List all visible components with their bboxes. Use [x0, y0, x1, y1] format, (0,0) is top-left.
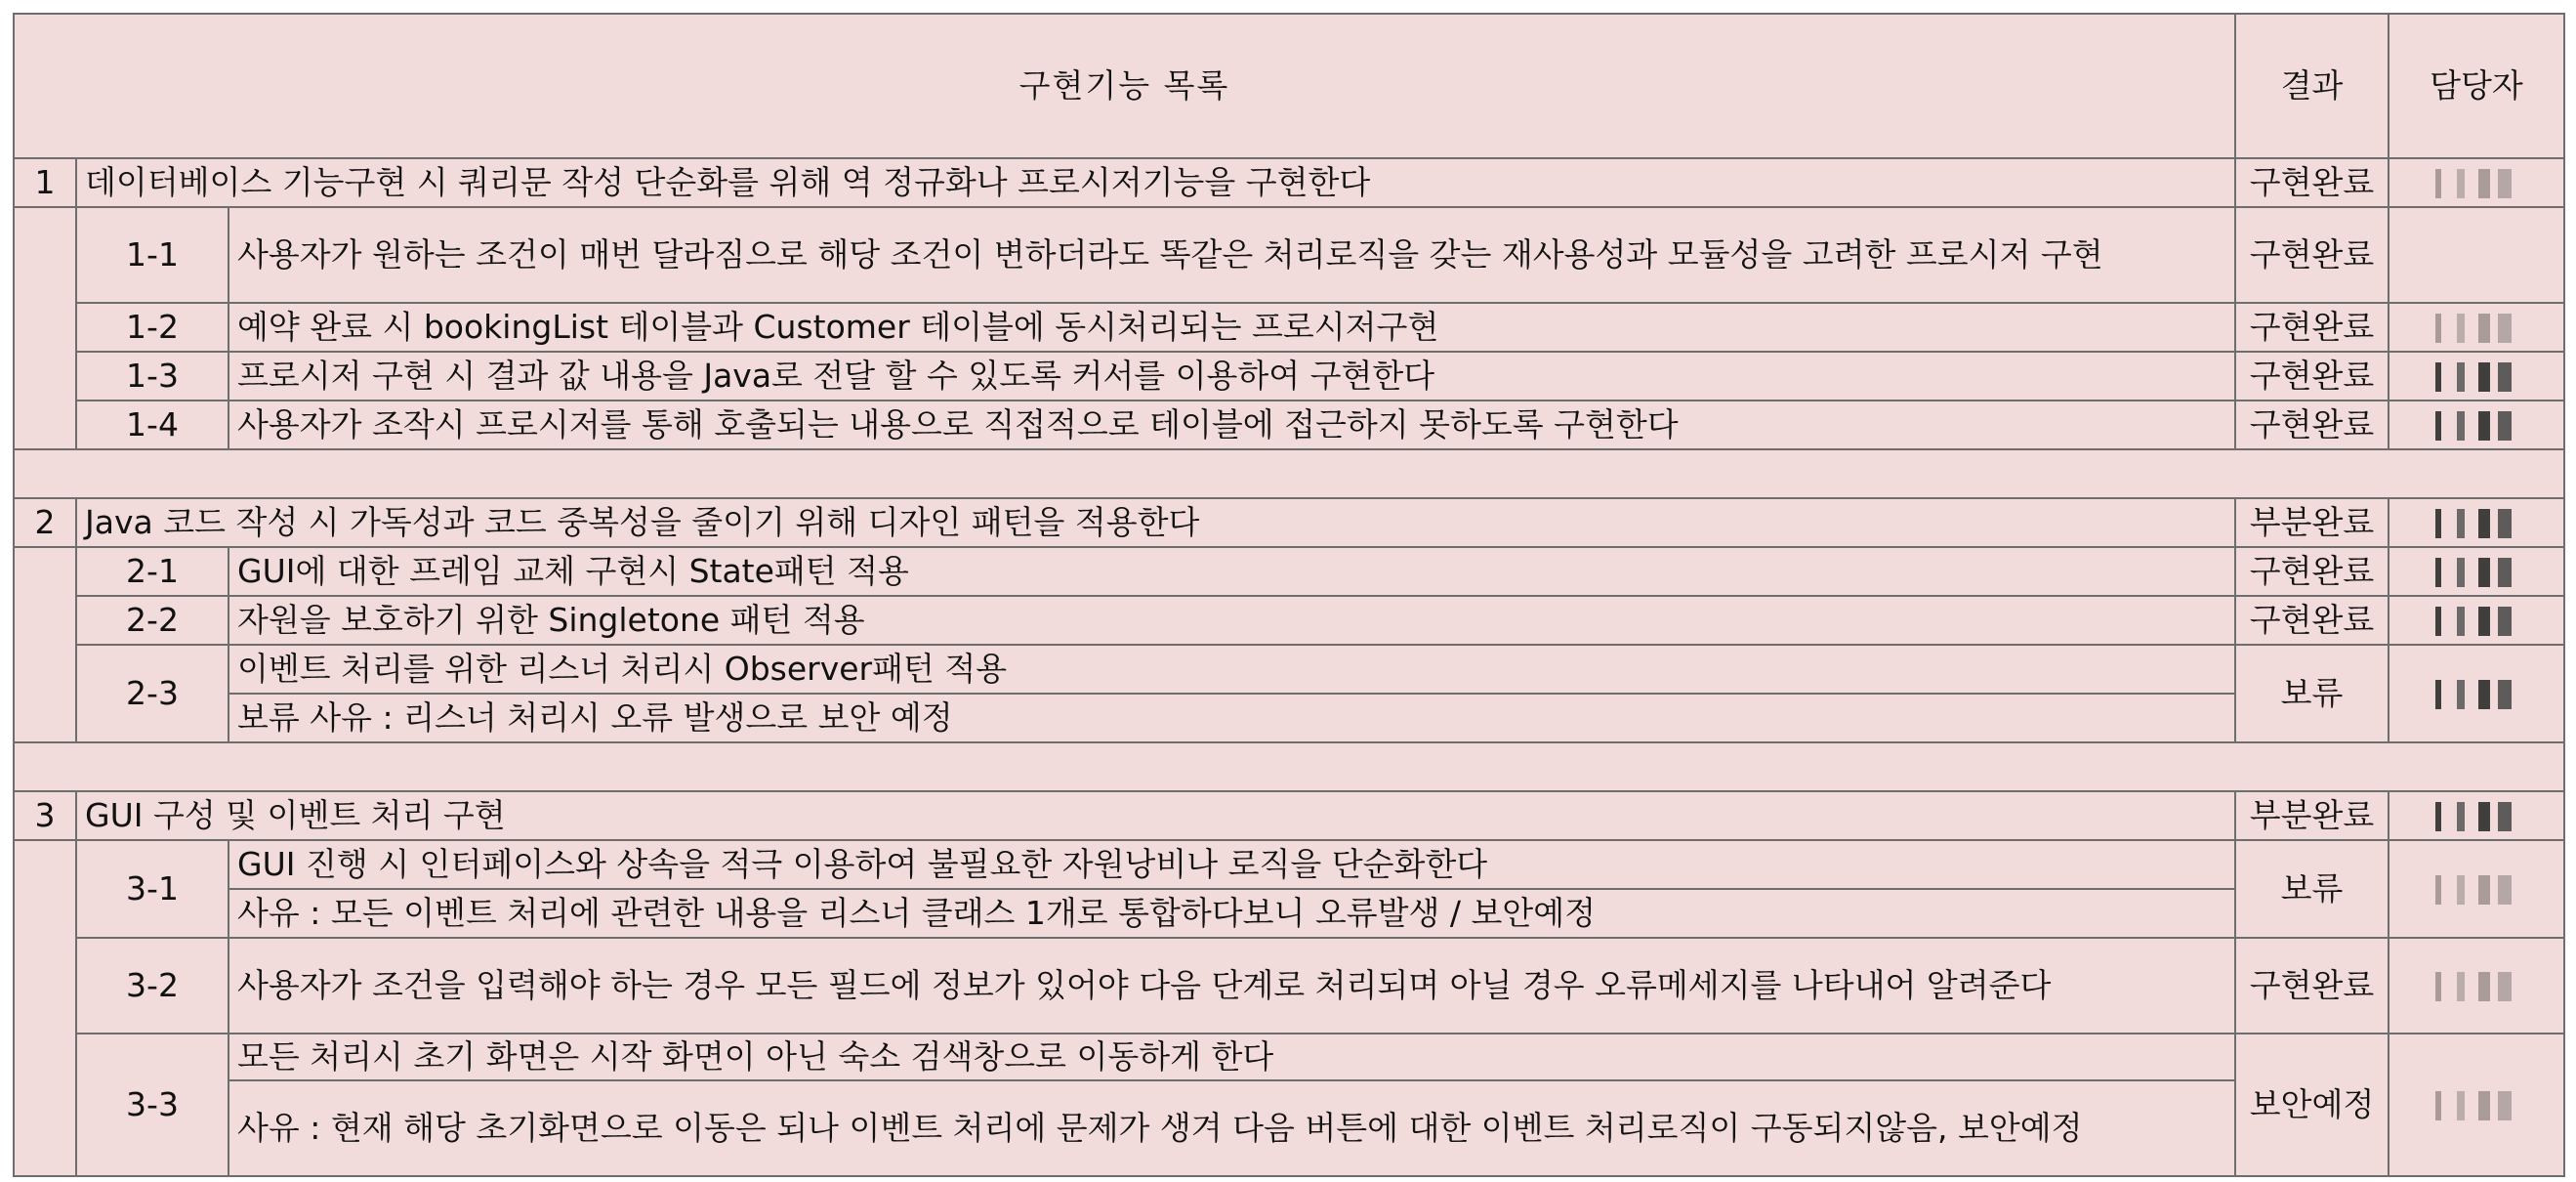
- result-cell: 보안예정: [2235, 1034, 2389, 1176]
- section-row: [14, 791, 2564, 840]
- redacted-owner-mark: [2428, 607, 2525, 636]
- item-text: GUI에 대한 프레임 교체 구현시 State패턴 적용: [229, 547, 2235, 596]
- redacted-owner-mark: [2428, 314, 2525, 343]
- owner-cell: [2389, 938, 2564, 1034]
- item-row: [14, 596, 2564, 645]
- item-number: 3-2: [76, 938, 229, 1034]
- section-number: 1: [14, 158, 76, 207]
- item-number: 1-3: [76, 352, 229, 401]
- item-number: 1-4: [76, 401, 229, 449]
- result-cell: 구현완료: [2235, 401, 2389, 449]
- item-text: 사용자가 조건을 입력해야 하는 경우 모든 필드에 정보가 있어야 다음 단계로 처리되며 아닐 경우 오류메세지를 나타내어 알려준다: [229, 938, 2235, 1034]
- result-cell: 구현완료: [2235, 938, 2389, 1034]
- result-cell: 구현완료: [2235, 596, 2389, 645]
- spacer-row: [14, 742, 2564, 791]
- owner-cell: [2389, 596, 2564, 645]
- section-number: 2: [14, 498, 76, 547]
- item-text: 프로시저 구현 시 결과 값 내용을 Java로 전달 할 수 있도록 커서를 이용하여 구현한다: [229, 352, 2235, 401]
- section-title: Java 코드 작성 시 가독성과 코드 중복성을 줄이기 위해 디자인 패턴을 적용한다: [76, 498, 2235, 547]
- owner-cell: [2389, 352, 2564, 401]
- item-number: 3-3: [76, 1034, 229, 1176]
- item-number: 2-3: [76, 645, 229, 742]
- item-row: [14, 401, 2564, 449]
- section-row: [14, 158, 2564, 207]
- section-number: 3: [14, 791, 76, 840]
- indent-cell: [14, 207, 76, 449]
- item-row: [14, 207, 2564, 303]
- item-row-continued: [14, 889, 2564, 938]
- feature-table: [13, 13, 2565, 1177]
- owner-cell: [2389, 207, 2564, 303]
- item-reason-text: 사유 : 현재 해당 초기화면으로 이동은 되나 이벤트 처리에 문제가 생겨 다음 버튼에 대한 이벤트 처리로직이 구동되지않음, 보안예정: [229, 1080, 2235, 1176]
- item-text: 자원을 보호하기 위한 Singletone 패턴 적용: [229, 596, 2235, 645]
- item-text: 이벤트 처리를 위한 리스너 처리시 Observer패턴 적용: [229, 645, 2235, 694]
- owner-cell: [2389, 401, 2564, 449]
- owner-cell: [2389, 498, 2564, 547]
- item-number: 1-2: [76, 303, 229, 352]
- owner-cell: [2389, 547, 2564, 596]
- result-cell: 보류: [2235, 645, 2389, 742]
- item-text: 모든 처리시 초기 화면은 시작 화면이 아닌 숙소 검색창으로 이동하게 한다: [229, 1034, 2235, 1080]
- section-title: 데이터베이스 기능구현 시 쿼리문 작성 단순화를 위해 역 정규화나 프로시저기능을 구현한다: [76, 158, 2235, 207]
- owner-cell: [2389, 158, 2564, 207]
- item-number: 3-1: [76, 840, 229, 938]
- owner-cell: [2389, 645, 2564, 742]
- result-cell: 부분완료: [2235, 498, 2389, 547]
- item-text: GUI 진행 시 인터페이스와 상속을 적극 이용하여 불필요한 자원낭비나 로직을 단순화한다: [229, 840, 2235, 889]
- redacted-owner-mark: [2428, 680, 2525, 709]
- owner-cell: [2389, 840, 2564, 938]
- result-cell: 구현완료: [2235, 547, 2389, 596]
- item-row: [14, 547, 2564, 596]
- item-text: 사용자가 조작시 프로시저를 통해 호출되는 내용으로 직접적으로 테이블에 접근하지 못하도록 구현한다: [229, 401, 2235, 449]
- item-row: [14, 645, 2564, 694]
- item-number: 2-2: [76, 596, 229, 645]
- owner-cell: [2389, 1034, 2564, 1176]
- item-reason-text: 사유 : 모든 이벤트 처리에 관련한 내용을 리스너 클래스 1개로 통합하다보니 오류발생 / 보안예정: [229, 889, 2235, 938]
- result-cell: 구현완료: [2235, 207, 2389, 303]
- redacted-owner-mark: [2428, 972, 2525, 1001]
- result-cell: 구현완료: [2235, 352, 2389, 401]
- spacer-row: [14, 449, 2564, 498]
- result-cell: 보류: [2235, 840, 2389, 938]
- redacted-owner-mark: [2428, 169, 2525, 198]
- result-cell: 구현완료: [2235, 158, 2389, 207]
- item-row-continued: [14, 1080, 2564, 1176]
- item-row: [14, 1034, 2564, 1080]
- redacted-owner-mark: [2428, 558, 2525, 587]
- item-row: [14, 352, 2564, 401]
- result-cell: 구현완료: [2235, 303, 2389, 352]
- owner-cell: [2389, 303, 2564, 352]
- item-row-continued: [14, 694, 2564, 742]
- section-title: GUI 구성 및 이벤트 처리 구현: [76, 791, 2235, 840]
- section-row: [14, 498, 2564, 547]
- item-row: [14, 840, 2564, 889]
- spacer-cell: [14, 449, 2564, 498]
- item-text: 사용자가 원하는 조건이 매번 달라짐으로 해당 조건이 변하더라도 똑같은 처리로직을 갖는 재사용성과 모듈성을 고려한 프로시저 구현: [229, 207, 2235, 303]
- page-title: 구현기능 목록: [14, 14, 2235, 158]
- item-number: 1-1: [76, 207, 229, 303]
- result-column-header: 결과: [2235, 14, 2389, 158]
- item-number: 2-1: [76, 547, 229, 596]
- redacted-owner-mark: [2428, 411, 2525, 441]
- redacted-owner-mark: [2428, 875, 2525, 905]
- feature-list-sheet: [13, 13, 2563, 1175]
- spacer-cell: [14, 742, 2564, 791]
- indent-cell: [14, 840, 76, 1176]
- indent-cell: [14, 547, 76, 742]
- redacted-owner-mark: [2428, 802, 2525, 831]
- header-row: [14, 14, 2564, 158]
- redacted-owner-mark: [2428, 1091, 2525, 1120]
- owner-cell: [2389, 791, 2564, 840]
- item-row: [14, 303, 2564, 352]
- item-row: [14, 938, 2564, 1034]
- redacted-owner-mark: [2428, 362, 2525, 392]
- item-reason-text: 보류 사유 : 리스너 처리시 오류 발생으로 보안 예정: [229, 694, 2235, 742]
- owner-column-header: 담당자: [2389, 14, 2564, 158]
- redacted-owner-mark: [2428, 509, 2525, 538]
- result-cell: 부분완료: [2235, 791, 2389, 840]
- item-text: 예약 완료 시 bookingList 테이블과 Customer 테이블에 동시처리되는 프로시저구현: [229, 303, 2235, 352]
